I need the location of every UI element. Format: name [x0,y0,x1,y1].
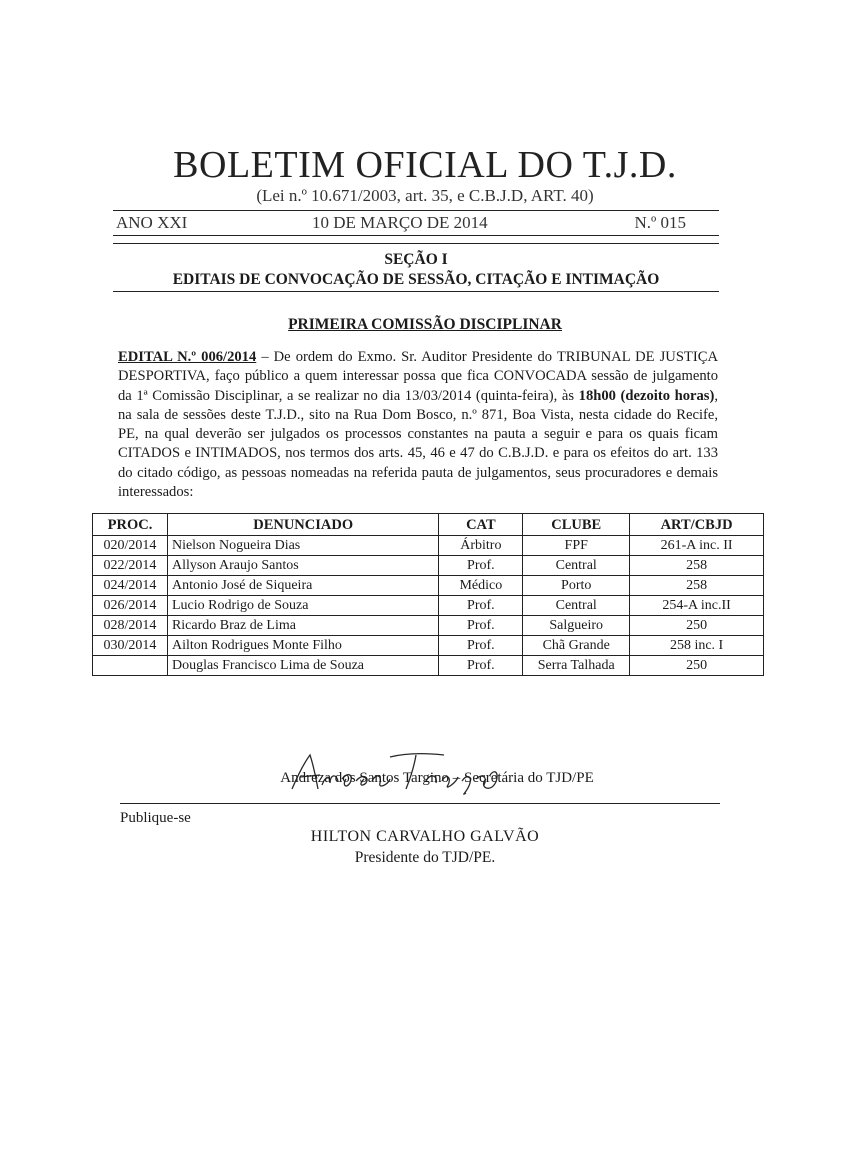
edital-hora: 18h00 (dezoito horas) [578,387,715,404]
issue-date: 10 DE MARÇO DE 2014 [312,213,488,232]
edital-text-2: , na sala de sessões deste T.J.D., sito na Rua Dom Bosco, n.º 871, Boa Vista, nesta cidade do Recife, PE, na qual deverão ser julgados os processos constantes na pauta a seguir e para os quais ficam CITADOS e INTIMADOS, nos termos dos arts. 45, 46 e 47 do C.B.J.D. e para os efeitos do art. 133 do citado código, as pessoas nomeadas na referida pauta de julgamentos, seus procuradores e demais interessados: [118,387,718,501]
cell-art: 258 inc. I [630,636,764,656]
cell-cat: Prof. [439,616,523,636]
secretary-signature-line: Andreza dos Santos Targino – Secretária do TJD/PE [280,770,594,786]
cell-cat: Prof. [439,636,523,656]
cell-clube: Serra Talhada [523,656,630,676]
cell-art: 250 [630,616,764,636]
cell-denunciado: Ailton Rodrigues Monte Filho [167,636,438,656]
pauta-table [92,513,764,676]
cell-cat: Prof. [439,556,523,576]
table-header-row [93,514,764,536]
divider [113,210,719,211]
cell-proc: 024/2014 [93,576,168,596]
issue-number: N.º 015 [634,213,686,232]
divider [113,291,719,292]
divider [120,803,720,804]
cell-denunciado: Douglas Francisco Lima de Souza [167,656,438,676]
cell-cat: Prof. [439,596,523,616]
column-header: PROC. [93,514,168,536]
table-row [93,636,764,656]
cell-denunciado: Antonio José de Siqueira [167,576,438,596]
cell-denunciado: Allyson Araujo Santos [167,556,438,576]
section-heading [113,250,719,290]
cell-clube: FPF [523,536,630,556]
cell-clube: Central [523,556,630,576]
section-subtitle: EDITAIS DE CONVOCAÇÃO DE SESSÃO, CITAÇÃO E INTIMAÇÃO [172,271,660,288]
cell-cat: Médico [439,576,523,596]
cell-art: 258 [630,556,764,576]
table-row [93,656,764,676]
table-row [93,536,764,556]
cell-clube: Porto [523,576,630,596]
president-title: Presidente do TJD/PE. [354,849,496,866]
table-row [93,556,764,576]
cell-art: 261-A inc. II [630,536,764,556]
edital-label: EDITAL N.º 006/2014 [118,349,257,365]
cell-proc: 030/2014 [93,636,168,656]
cell-art: 258 [630,576,764,596]
president-name: HILTON CARVALHO GALVÃO [310,828,540,845]
cell-clube: Central [523,596,630,616]
edital-text-1: – De ordem do Exmo. Sr. Auditor Presidente do TRIBUNAL DE JUSTIÇA DESPORTIVA, faço público a quem interessar possa que fica CONVOCADA sessão de julgamento da 1ª Comissão Disciplinar, a se realizar no dia 13/03/2014 (quinta-feira), às [118,349,718,404]
cell-denunciado: Lucio Rodrigo de Souza [167,596,438,616]
cell-denunciado: Ricardo Braz de Lima [167,616,438,636]
cell-cat: Prof. [439,656,523,676]
table-row [93,616,764,636]
divider [113,243,719,244]
cell-proc [93,656,168,676]
column-header: ART/CBJD [630,514,764,536]
cell-cat: Árbitro [439,536,523,556]
cell-clube: Salgueiro [523,616,630,636]
section-title: SEÇÃO I [384,251,448,268]
cell-art: 254-A inc.II [630,596,764,616]
cell-art: 250 [630,656,764,676]
cell-proc: 026/2014 [93,596,168,616]
cell-proc: 028/2014 [93,616,168,636]
cell-clube: Chã Grande [523,636,630,656]
commission-heading: PRIMEIRA COMISSÃO DISCIPLINAR [288,316,562,333]
page-title: BOLETIM OFICIAL DO T.J.D. [173,144,677,186]
issue-info-row [116,213,716,237]
page-subtitle: (Lei n.º 10.671/2003, art. 35, e C.B.J.D, ART. 40) [256,186,594,205]
column-header: CLUBE [523,514,630,536]
edital-paragraph [118,348,718,502]
column-header: CAT [439,514,523,536]
issue-year: ANO XXI [116,213,188,232]
cell-denunciado: Nielson Nogueira Dias [167,536,438,556]
publique-label: Publique-se [120,810,191,826]
column-header: DENUNCIADO [167,514,438,536]
divider [113,235,719,236]
cell-proc: 020/2014 [93,536,168,556]
cell-proc: 022/2014 [93,556,168,576]
table-row [93,576,764,596]
table-row [93,596,764,616]
